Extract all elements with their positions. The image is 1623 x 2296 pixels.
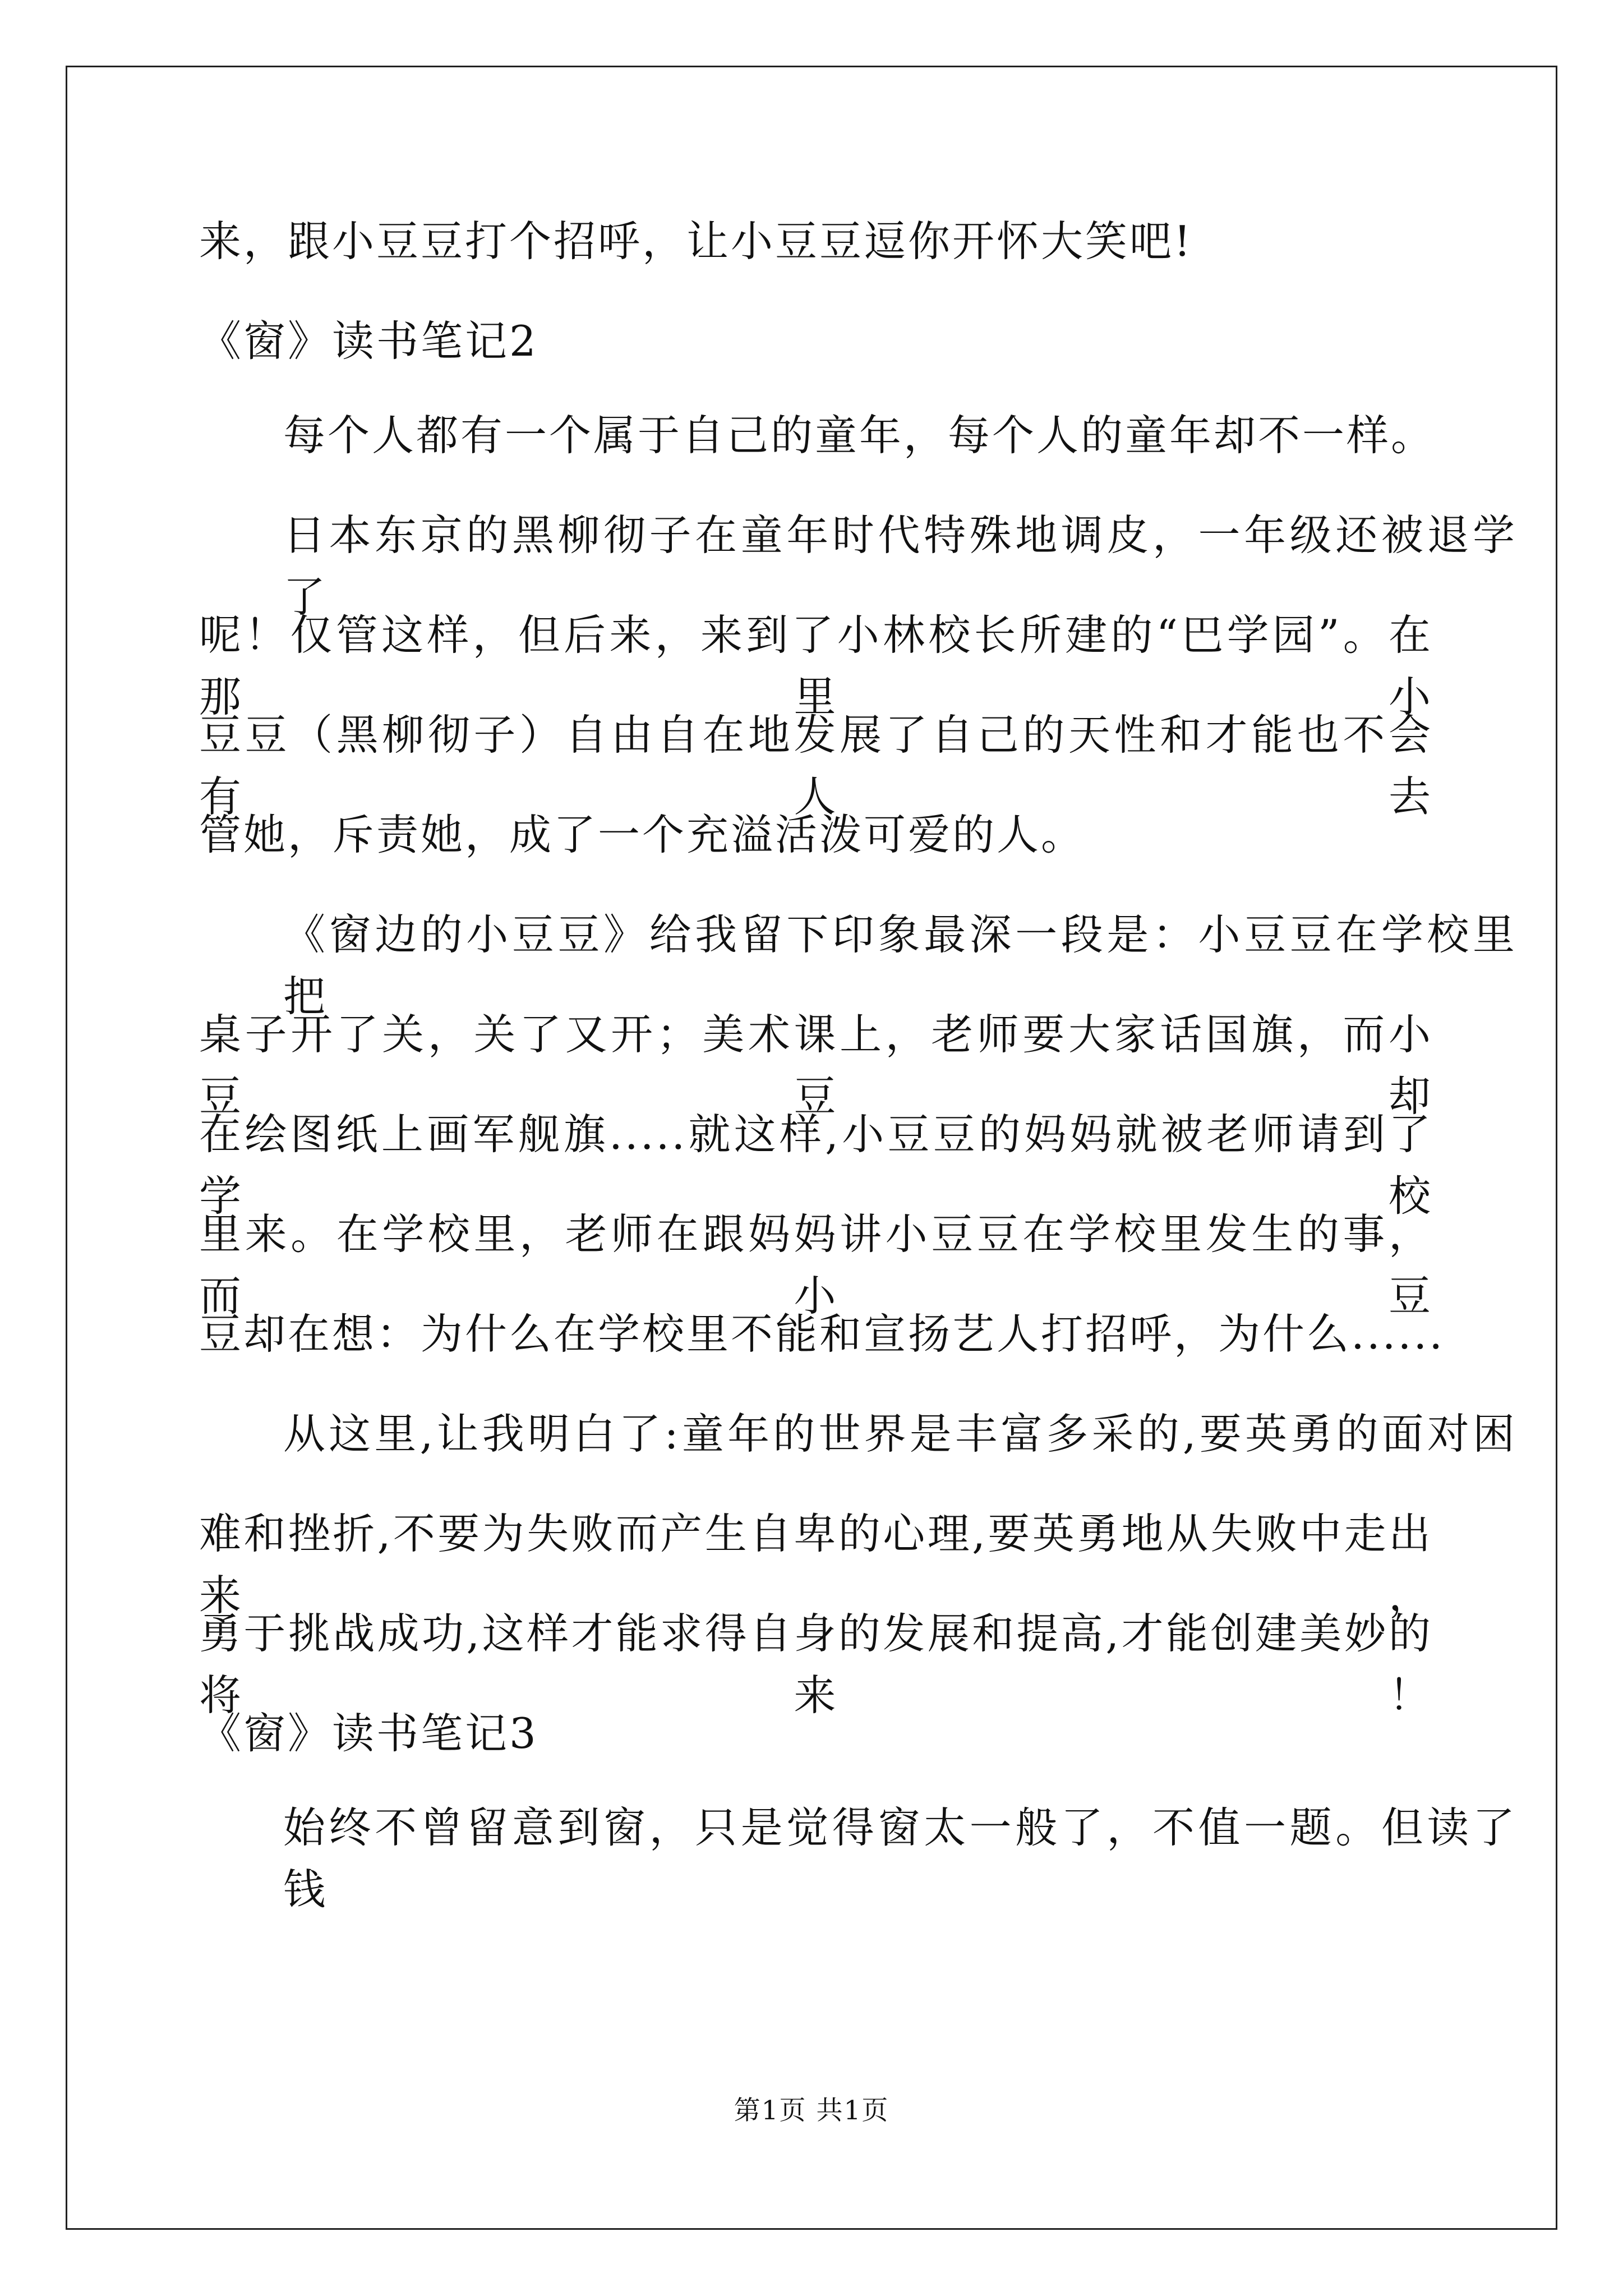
text-line-15: 勇于挑战成功,这样才能求得自身的发展和提高,才能创建美妙的将来！ bbox=[199, 1609, 1433, 1720]
text-line-7: 管她，斥责她，成了一个充溢活泼可爱的人。 bbox=[199, 810, 1086, 859]
text-line-9: 桌子开了关，关了又开；美术课上，老师要大家话国旗，而小豆豆却 bbox=[199, 1010, 1433, 1121]
page-footer: 第1页 共1页 bbox=[734, 2095, 889, 2126]
section-heading-3: 《窗》读书笔记3 bbox=[199, 1709, 538, 1758]
text-line-11: 里来。在学校里，老师在跟妈妈讲小豆豆在学校里发生的事，而小豆 bbox=[199, 1209, 1433, 1320]
text-line-10: 在绘图纸上画军舰旗.....就这样,小豆豆的妈妈就被老师请到了学校 bbox=[199, 1110, 1433, 1221]
document-body bbox=[199, 210, 1517, 1914]
text-line-6: 豆豆（黑柳彻子）自由自在地发展了自己的天性和才能也不会有人去 bbox=[199, 710, 1433, 821]
text-line-3: 每个人都有一个属于自己的童年，每个人的童年却不一样。 bbox=[283, 411, 1436, 460]
text-line-17: 始终不曾留意到窗，只是觉得窗太一般了，不值一题。但读了钱 bbox=[283, 1803, 1517, 1914]
text-line-5: 呢！仅管这样，但后来，来到了小林校长所建的“巴学园”。在那里小 bbox=[199, 610, 1433, 721]
text-line-12: 豆却在想：为什么在学校里不能和宣扬艺人打招呼，为什么...... bbox=[199, 1309, 1445, 1359]
section-heading-2: 《窗》读书笔记2 bbox=[199, 316, 538, 366]
text-line-4: 日本东京的黑柳彻子在童年时代特殊地调皮，一年级还被退学了 bbox=[283, 510, 1517, 622]
text-line-14: 难和挫折,不要为失败而产生自卑的心理,要英勇地从失败中走出来， bbox=[199, 1509, 1433, 1620]
text-line-1: 来，跟小豆豆打个招呼，让小豆豆逗你开怀大笑吧! bbox=[199, 217, 1193, 266]
text-line-13: 从这里,让我明白了:童年的世界是丰富多采的,要英勇的面对困 bbox=[283, 1409, 1517, 1458]
text-line-8: 《窗边的小豆豆》给我留下印象最深一段是：小豆豆在学校里把 bbox=[283, 910, 1517, 1021]
